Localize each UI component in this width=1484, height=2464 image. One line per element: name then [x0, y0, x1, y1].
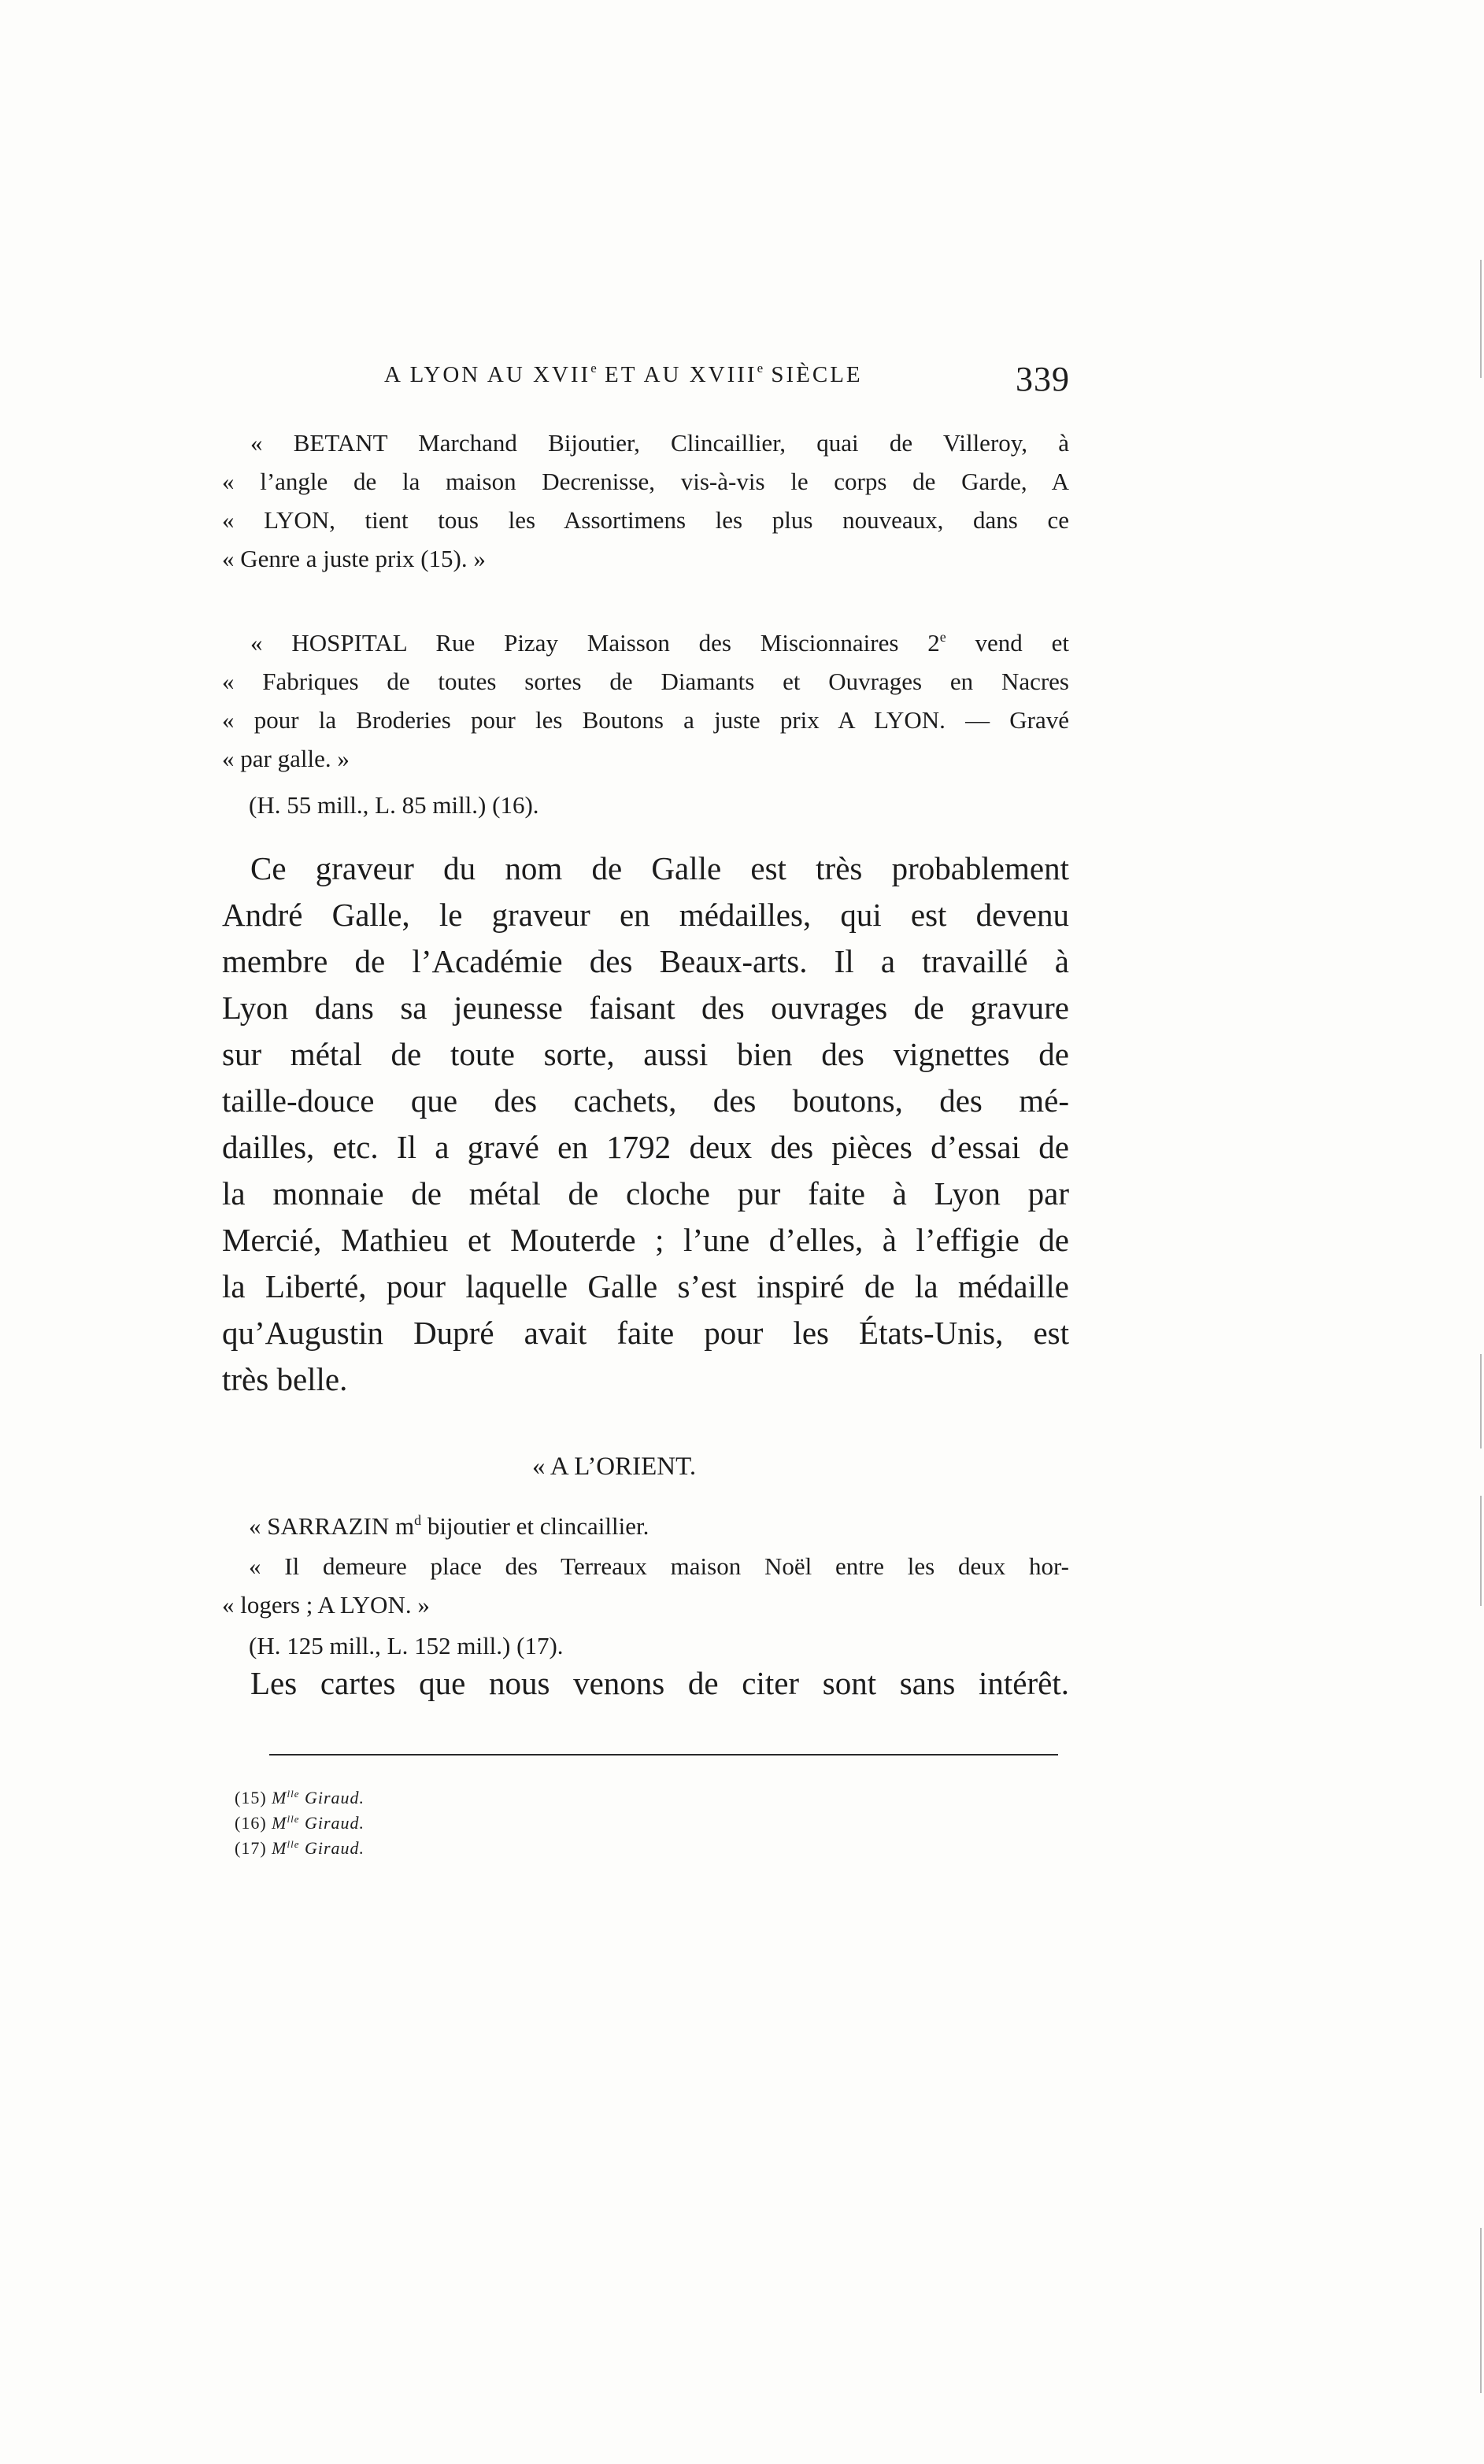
footnote-title: M	[272, 1813, 287, 1833]
closing-sentence: Les cartes que nous venons de citer sont sans intérêt.	[250, 1665, 1069, 1701]
card-dimensions: (H. 125 mill., L. 152 mill.) (17).	[249, 1632, 564, 1659]
footnote-title: M	[272, 1838, 287, 1858]
paragraph-line: Mercié, Mathieu et Mouterde ; l’une d’elles, à l’effigie de	[222, 1222, 1069, 1258]
scan-edge-mark	[1480, 2228, 1482, 2393]
card-line: « l’angle de la maison Decrenisse, vis-à-vis le corps de Garde, A	[222, 468, 1069, 495]
card-line-text: bijoutier et clincaillier.	[421, 1512, 649, 1540]
footnote-rule	[269, 1754, 1058, 1756]
running-title-superscript: e	[590, 361, 597, 376]
scan-edge-mark	[1480, 260, 1482, 378]
footnote-number: (16)	[235, 1813, 267, 1833]
card-title: « A L’ORIENT.	[532, 1452, 697, 1481]
card-line: « par galle. »	[222, 745, 350, 772]
card-line-text: « SARRAZIN m	[249, 1512, 415, 1540]
running-title-superscript: e	[757, 361, 764, 376]
page-number: 339	[1016, 360, 1070, 398]
card-line: « logers ; A LYON. »	[222, 1591, 430, 1619]
scan-edge-mark	[1480, 1496, 1482, 1606]
paragraph-line: la monnaie de métal de cloche pur faite à Lyon par	[222, 1175, 1069, 1212]
paragraph-line: André Galle, le graveur en médailles, qui est devenu	[222, 897, 1069, 933]
card-line: « Fabriques de toutes sortes de Diamants et Ouvrages en Nacres	[222, 668, 1069, 695]
paragraph-line: taille-douce que des cachets, des boutons, des mé-	[222, 1082, 1069, 1119]
paragraph-line: sur métal de toute sorte, aussi bien des vignettes de	[222, 1036, 1069, 1072]
card-line-text: vend et	[946, 629, 1069, 657]
footnote	[235, 1788, 365, 1808]
running-title-part: ET AU XVIII	[596, 362, 757, 387]
running-title-part: A LYON AU XVII	[384, 362, 591, 387]
card-line: « LYON, tient tous les Assortimens les plus nouveaux, dans ce	[222, 506, 1069, 534]
card-dimensions: (H. 55 mill., L. 85 mill.) (16).	[249, 791, 539, 819]
paragraph-line: membre de l’Académie des Beaux-arts. Il a travaillé à	[222, 943, 1069, 979]
footnote-title-superscript: lle	[287, 1813, 300, 1825]
card-line: « BETANT Marchand Bijoutier, Clincaillier, quai de Villeroy, à	[250, 429, 1069, 457]
card-line	[249, 1509, 649, 1544]
running-title	[384, 362, 863, 388]
footnote-number: (15)	[235, 1788, 267, 1807]
card-line-superscript: d	[414, 1512, 422, 1528]
footnote-title: M	[272, 1788, 287, 1807]
footnote-source	[272, 1788, 365, 1807]
paragraph-line: Ce graveur du nom de Galle est très probablement	[250, 850, 1069, 886]
footnote-name: Giraud.	[299, 1838, 365, 1858]
card-line-text: « HOSPITAL Rue Pizay Maisson des Miscionnaires 2	[250, 629, 940, 657]
card-line-superscript: e	[939, 629, 946, 645]
paragraph-line: très belle.	[222, 1361, 348, 1397]
paragraph-line: dailles, etc. Il a gravé en 1792 deux des pièces d’essai de	[222, 1129, 1069, 1165]
footnote-name: Giraud.	[299, 1788, 365, 1807]
footnote-name: Giraud.	[299, 1813, 365, 1833]
paragraph-line: Lyon dans sa jeunesse faisant des ouvrages de gravure	[222, 990, 1069, 1026]
footnote-title-superscript: lle	[287, 1838, 300, 1850]
footnote	[235, 1813, 365, 1833]
footnote-number: (17)	[235, 1838, 267, 1858]
footnote-source	[272, 1813, 365, 1833]
card-line	[250, 626, 1069, 660]
footnote-source	[272, 1838, 365, 1858]
footnote-title-superscript: lle	[287, 1788, 300, 1800]
scan-edge-mark	[1480, 1354, 1482, 1448]
footnote	[235, 1838, 365, 1859]
card-line: « Il demeure place des Terreaux maison Noël entre les deux hor-	[249, 1552, 1069, 1580]
paragraph-line: la Liberté, pour laquelle Galle s’est inspiré de la médaille	[222, 1268, 1069, 1304]
running-title-part: SIÈCLE	[763, 362, 863, 387]
paragraph-line: qu’Augustin Dupré avait faite pour les États-Unis, est	[222, 1315, 1069, 1351]
card-line: « Genre a juste prix (15). »	[222, 545, 486, 572]
card-line: « pour la Broderies pour les Boutons a juste prix A LYON. — Gravé	[222, 706, 1069, 734]
